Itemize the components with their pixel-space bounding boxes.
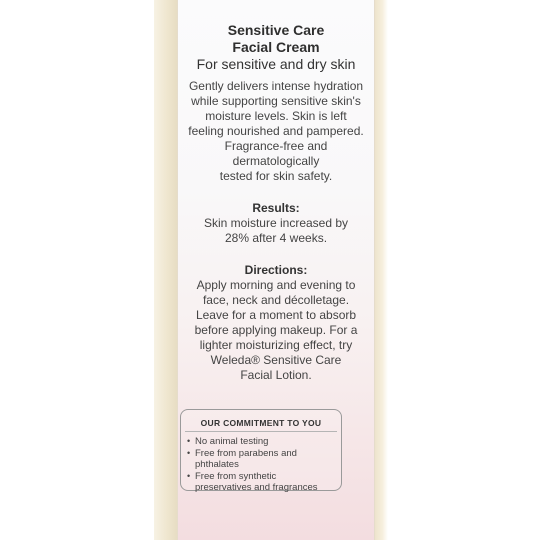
product-title-line2: Facial Cream bbox=[232, 39, 320, 55]
results-line: 28% after 4 weeks. bbox=[224, 231, 328, 245]
directions-line: Apply morning and evening to bbox=[196, 278, 356, 292]
product-subtitle: For sensitive and dry skin bbox=[196, 56, 356, 72]
bullet-icon: • bbox=[187, 436, 191, 446]
description-line: Fragrance-free and dermatologically bbox=[224, 139, 328, 168]
bullet-icon: • bbox=[187, 447, 191, 458]
commitment-title: OUR COMMITMENT TO YOU bbox=[185, 410, 337, 432]
description-line: feeling nourished and pampered. bbox=[188, 124, 364, 138]
commitment-item-text: Free from parabens and phthalates bbox=[195, 447, 297, 470]
commitment-item-text: No animal testing bbox=[195, 436, 269, 447]
directions-line: Facial Lotion. bbox=[240, 368, 312, 382]
directions-line: Leave for a moment to absorb bbox=[195, 308, 357, 322]
commitment-box bbox=[180, 409, 342, 491]
commitment-item bbox=[187, 436, 341, 448]
commitment-list bbox=[181, 436, 341, 494]
directions-line: face, neck and décolletage. bbox=[202, 293, 350, 307]
commitment-item-text: Free from synthetic bbox=[195, 470, 277, 482]
commitment-item bbox=[187, 448, 341, 471]
description-line: Gently delivers intense hydration bbox=[188, 79, 364, 93]
product-title-line1: Sensitive Care bbox=[227, 22, 325, 38]
bullet-icon: • bbox=[187, 470, 191, 481]
results-heading: Results: bbox=[252, 201, 300, 215]
results-line: Skin moisture increased by bbox=[203, 216, 349, 230]
description-line: moisture levels. Skin is left bbox=[205, 109, 347, 123]
description-line: while supporting sensitive skin's bbox=[191, 94, 361, 108]
label-text-block bbox=[177, 22, 375, 383]
description-line: tested for skin safety. bbox=[219, 169, 333, 183]
directions-line: Weleda® Sensitive Care bbox=[210, 353, 342, 367]
directions-line: lighter moisturizing effect, try bbox=[199, 338, 353, 352]
box-side-flap-left bbox=[154, 0, 178, 540]
directions-heading: Directions: bbox=[244, 263, 308, 277]
directions-line: before applying makeup. For a bbox=[194, 323, 358, 337]
box-side-flap-right bbox=[374, 0, 388, 540]
commitment-item bbox=[187, 471, 341, 494]
commitment-item-text-cont: preservatives and fragrances bbox=[195, 482, 318, 493]
